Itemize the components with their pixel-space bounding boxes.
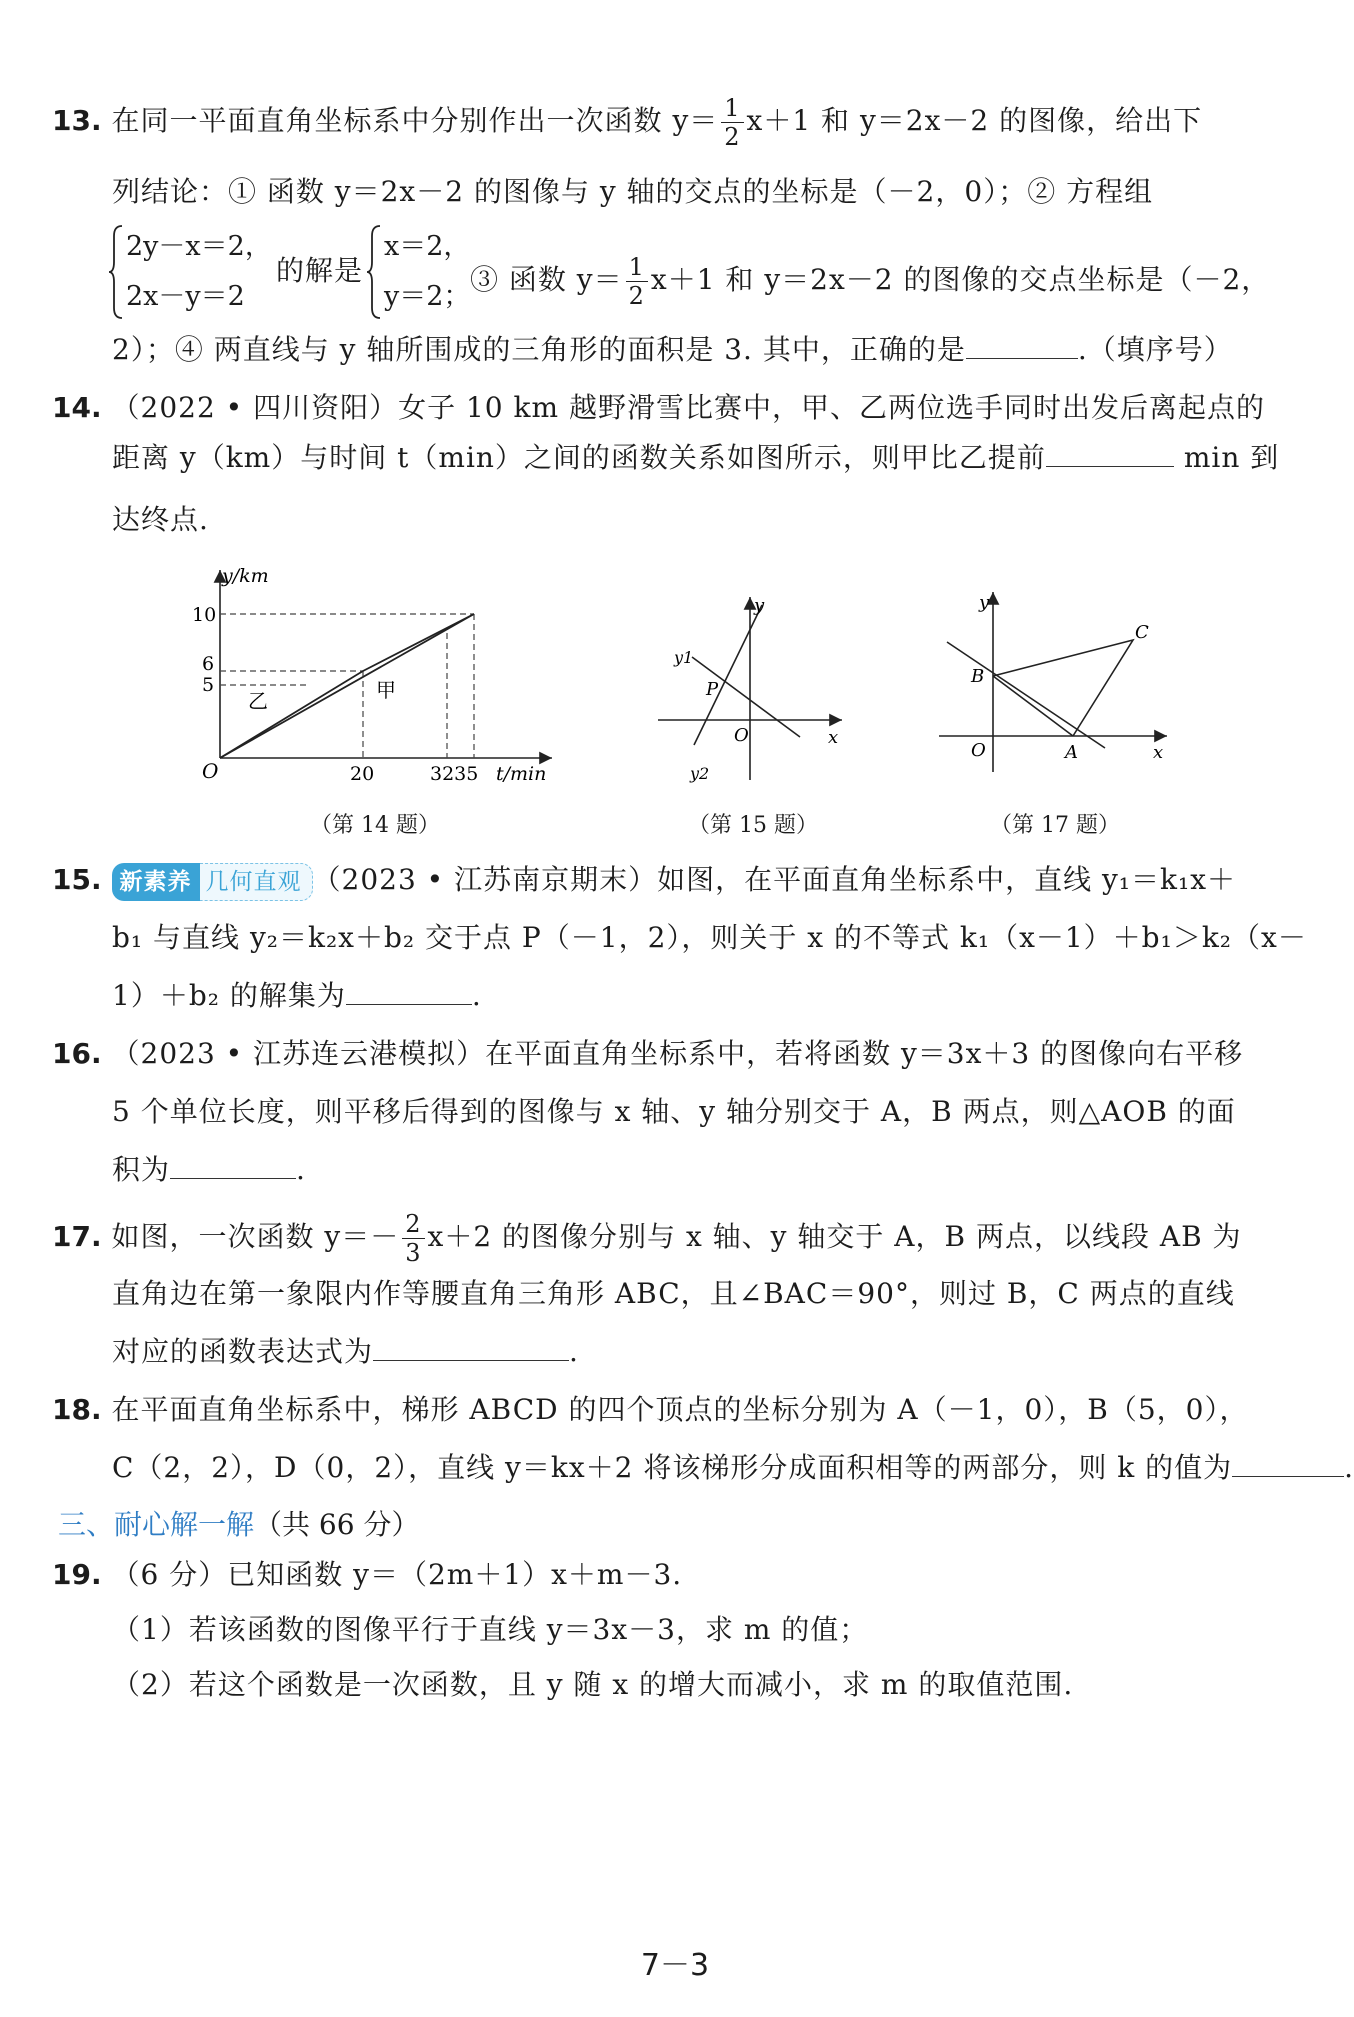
q13-line2: 列结论：① 函数 y＝2x－2 的图像与 y 轴的交点的坐标是（－2，0）；② 方程组 [112, 175, 1154, 208]
q13-sys2-eq2: y＝2； [384, 281, 471, 312]
q13-sys1-eq1: 2y－x＝2， [126, 231, 272, 262]
fig14-ylabel: y/km [222, 565, 269, 587]
q13-frac2-num: 1 [626, 253, 648, 282]
q16-text-b: 积为 [112, 1153, 171, 1186]
q15-line2: b₁ 与直线 y₂＝k₂x＋b₂ 交于点 P（－1，2），则关于 x 的不等式 k₁（x－1）＋b₁＞k₂（x－ [112, 921, 1307, 954]
q15-number: 15. [52, 863, 102, 896]
fig15-label-y1: y1 [674, 648, 694, 667]
fig17-caption: （第 17 题） [990, 813, 1120, 838]
q14-answer-blank[interactable] [1046, 440, 1174, 467]
q14-line1 [52, 390, 1265, 426]
q13-sys1-eq2: 2x－y＝2 [126, 281, 245, 312]
q18-answer-blank[interactable] [1232, 1450, 1344, 1477]
q13-fraction [721, 94, 743, 151]
fig14-label-jia: 甲 [376, 678, 396, 702]
q18-text-a: 在平面直角坐标系中，梯形 ABCD 的四个顶点的坐标分别为 A（－1，0），B（5，0）， [111, 1393, 1249, 1426]
fig15-xlabel: x [828, 727, 839, 748]
q13-sys2-eq1: x＝2， [384, 231, 471, 262]
q19-text-a: （6 分）已知函数 y＝（2m＋1）x＋m－3. [111, 1558, 683, 1591]
line-jia [220, 614, 474, 758]
q13-system-2 [366, 222, 486, 322]
left-brace-icon [366, 222, 382, 322]
fig15-point-p: P [706, 679, 719, 700]
triangle-abc [993, 640, 1133, 736]
q13-frac2-den: 2 [628, 282, 645, 310]
q17-text-b: x＋2 的图像分别与 x 轴、y 轴交于 A，B 两点，以线段 AB 为 [427, 1220, 1242, 1253]
q16-text-c: . [296, 1153, 306, 1186]
q15-text-b: 1）＋b₂ 的解集为 [112, 979, 346, 1012]
fig17-xlabel: x [1153, 742, 1164, 763]
figure-15-graph [650, 585, 850, 785]
q14-text-c: min 到 [1183, 441, 1280, 474]
fig14-xtick-20: 20 [350, 763, 375, 785]
q16-line3 [112, 1152, 306, 1188]
q13-func: y＝ [672, 104, 719, 137]
fig14-xtick-3235: 3235 [430, 763, 479, 785]
figure-17-graph [935, 580, 1175, 780]
q15-line1 [52, 862, 1236, 901]
q13-text-f: .（填序号） [1077, 333, 1233, 366]
q18-line1 [52, 1392, 1248, 1428]
fig14-ytick-10: 10 [192, 604, 217, 626]
q16-line2: 5 个单位长度，则平移后得到的图像与 x 轴、y 轴分别交于 A，B 两点，则△AOB 的面 [112, 1095, 1236, 1128]
fig17-point-a: A [1065, 742, 1078, 763]
q13-text-a: 在同一平面直角坐标系中分别作出一次函数 [111, 104, 663, 137]
q15-line3 [112, 978, 482, 1014]
q17-frac-num: 2 [402, 1210, 424, 1239]
q19-number: 19. [52, 1558, 102, 1591]
q17-text-c: 对应的函数表达式为 [112, 1335, 374, 1368]
fig14-ytick-5: 5 [202, 674, 215, 696]
q17-line2: 直角边在第一象限内作等腰直角三角形 ABC，且∠BAC＝90°，则过 B，C 两点的直线 [112, 1277, 1235, 1310]
q19-part2: （2）若这个函数是一次函数，且 y 随 x 的增大而减小，求 m 的取值范围. [112, 1668, 1074, 1701]
section-3-heading [58, 1503, 419, 1543]
q13-line4 [112, 332, 1233, 368]
q13-text-d: x＋1 和 y＝2x－2 的图像的交点坐标是（－2， [650, 263, 1271, 296]
fig14-ytick-6: 6 [202, 653, 215, 675]
fig14-caption: （第 14 题） [310, 813, 440, 838]
q14-text-a: （2022 • 四川资阳）女子 10 km 越野滑雪比赛中，甲、乙两位选手同时出发后离起点的 [111, 391, 1265, 424]
q13-line1 [52, 94, 1202, 151]
q17-fraction [402, 1210, 424, 1267]
fig15-caption: （第 15 题） [688, 813, 818, 838]
q14-number: 14. [52, 391, 102, 424]
q13-answer-blank[interactable] [966, 332, 1078, 359]
q14-line2 [112, 440, 1279, 476]
q15-answer-blank[interactable] [346, 978, 472, 1005]
q13-system-1 [108, 222, 278, 322]
q16-answer-blank[interactable] [170, 1152, 296, 1179]
q15-text-a: （2023 • 江苏南京期末）如图，在平面直角坐标系中，直线 y₁＝k₁x＋ [312, 863, 1237, 896]
fig17-point-b: B [971, 666, 985, 687]
q18-text-b: C（2，2），D（0，2），直线 y＝kx＋2 将该梯形分成面积相等的两部分，则 k 的值为 [112, 1451, 1233, 1484]
q16-line1 [52, 1036, 1243, 1072]
q15-badge-sub: 几何直观 [200, 863, 313, 901]
q18-line2 [112, 1450, 1354, 1486]
fig17-ylabel: y [979, 592, 990, 613]
fig14-xlabel: t/min [496, 763, 547, 785]
line-ab [947, 642, 1105, 748]
line-y2 [694, 605, 762, 745]
q17-line1 [52, 1210, 1242, 1267]
segment-ab [993, 676, 1073, 736]
q16-number: 16. [52, 1037, 102, 1070]
figure-14-graph [180, 560, 580, 790]
q17-line3 [112, 1334, 579, 1370]
q13-text-c: ③ 函数 y＝ [470, 263, 623, 296]
q17-text-d: . [569, 1335, 579, 1368]
fig17-point-c: C [1135, 622, 1149, 643]
q17-frac-den: 3 [405, 1239, 422, 1267]
q18-text-c: . [1344, 1451, 1354, 1484]
fig14-label-yi: 乙 [248, 689, 268, 713]
q15-badge-main: 新素养 [112, 863, 200, 901]
q13-text-b: x＋1 和 y＝2x－2 的图像，给出下 [746, 104, 1203, 137]
q14-text-b: 距离 y（km）与时间 t（min）之间的函数关系如图所示，则甲比乙提前 [112, 441, 1046, 474]
q17-answer-blank[interactable] [373, 1334, 569, 1361]
q13-text-e: 2）；④ 两直线与 y 轴所围成的三角形的面积是 3. 其中，正确的是 [112, 333, 966, 366]
q14-line3: 达终点. [112, 503, 209, 536]
fig17-origin: O [971, 740, 986, 761]
q17-text-a: 如图，一次函数 y＝－ [111, 1220, 400, 1253]
q13-line3 [470, 253, 1270, 310]
page-number: 7－3 [640, 1948, 710, 1983]
q19-line1 [52, 1557, 682, 1593]
q13-solution-label: 的解是 [276, 254, 364, 287]
section-3-title: 三、耐心解一解 [58, 1508, 255, 1541]
q13-fraction-2 [626, 253, 648, 310]
left-brace-icon [108, 222, 124, 322]
q15-text-c: . [471, 979, 482, 1012]
q13-number: 13. [52, 104, 102, 137]
fig15-ylabel: y [754, 595, 765, 616]
q17-number: 17. [52, 1220, 102, 1253]
fig14-origin: O [202, 759, 219, 783]
fig15-origin: O [734, 725, 749, 746]
q18-number: 18. [52, 1393, 102, 1426]
section-3-points: （共 66 分） [254, 1508, 420, 1541]
q16-text-a: （2023 • 江苏连云港模拟）在平面直角坐标系中，若将函数 y＝3x＋3 的图像向右平移 [111, 1037, 1244, 1070]
fig15-label-y2: y2 [690, 764, 710, 783]
q13-frac-den: 2 [724, 123, 741, 151]
q19-part1: （1）若该函数的图像平行于直线 y＝3x－3，求 m 的值； [112, 1613, 869, 1646]
q13-frac-num: 1 [721, 94, 743, 123]
